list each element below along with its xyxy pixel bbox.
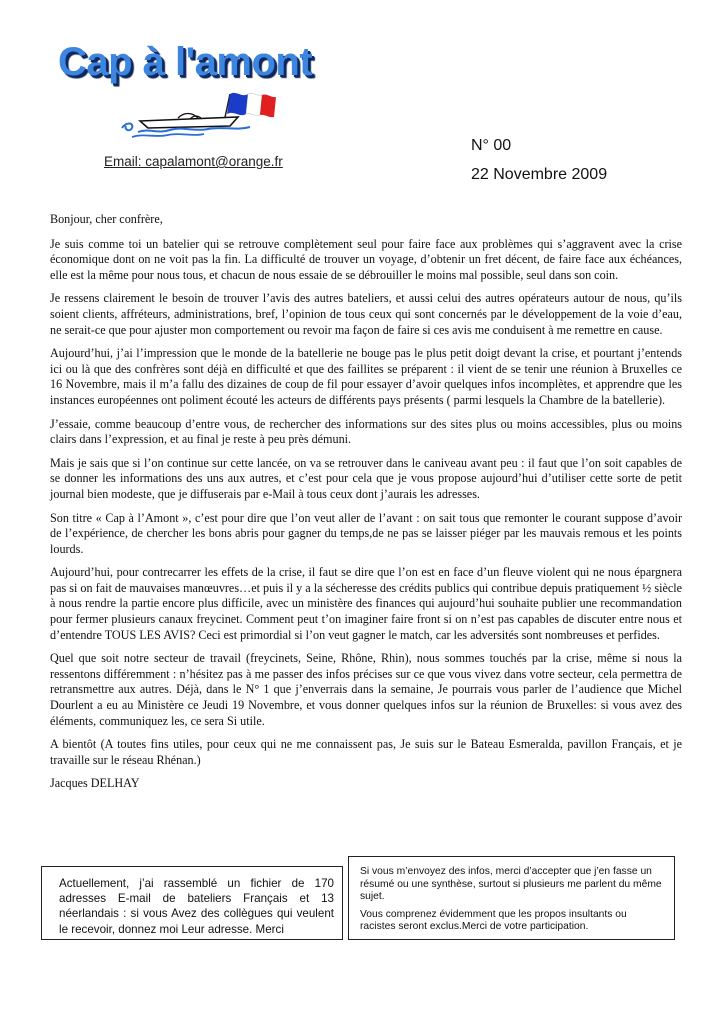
letter-paragraph: Son titre « Cap à l’Amont », c’est pour dire que l’on veut aller de l’avant : on sait tous que remonter le courant suppose d’avoir de l’expérience, de chercher les bons abris pour gagner du temps,de ne pas se laisser piéger par les mauvais remous et les points lourds. <box>50 510 682 556</box>
letter-paragraph: A bientôt (A toutes fins utiles, pour ceux qui ne me connaissent pas, Je suis sur le Bateau Esmeralda, pavillon Français, et je travaille sur le réseau Rhénan.) <box>50 737 682 767</box>
letter-body <box>50 212 682 800</box>
mailing-list-notice-box <box>41 866 343 940</box>
mailing-list-notice-text: Actuellement, j’ai rassemblé un fichier de 170 adresses E-mail de bateliers Français et 13 néerlandais : si vous Avez des collègues qui veulent le recevoir, donnez moi Leur adresse. Merci <box>59 877 334 936</box>
contribution-policy-box <box>348 856 675 940</box>
contact-email-link[interactable]: Email: capalamont@orange.fr <box>104 154 283 169</box>
issue-number: N° 00 <box>471 137 512 154</box>
letter-signature: Jacques DELHAY <box>50 776 140 791</box>
letter-paragraph: Je ressens clairement le besoin de trouver l’avis des autres bateliers, et aussi celui des autres opérateurs autour de nous, qu’ils soient clients, affréteurs, administrations, bref, l’opinion de tous ceux qui sont concernés par le développement de la voie d’eau, ne serait-ce que pour ajuster mon comportement ou revoir ma façon de faire si ces avis me conduisent à me remettre en cause. <box>50 291 682 337</box>
letter-greeting: Bonjour, cher confrère, <box>50 212 163 226</box>
boat-with-french-flag-icon <box>118 88 278 140</box>
moderation-policy-text: Vous comprenez évidemment que les propos insultants ou racistes seront exclus.Merci de votre participation. <box>360 908 627 933</box>
issue-date: 22 Novembre 2009 <box>471 166 608 183</box>
letter-paragraph: Quel que soit notre secteur de travail (freycinets, Seine, Rhône, Rhin), nous sommes touchés par la crise, même si nous la ressentons différemment : n’hésitez pas à me passer des infos précises sur ce que vous vivez dans votre secteur, cela permettra de retransmettre aux autres. Déjà, dans le N° 1 que j’enverrais dans la semaine, Je pourrais vous parler de l’audience que Michel Dourlent a eu au Ministère ce Jeudi 19 Novembre, et vous donner quelques infos sur la réunion de Bruxelles: si vous avez des éléments, communiquez les, ce sera Si utile. <box>50 651 682 728</box>
contribution-policy-text: Si vous m’envoyez des infos, merci d’accepter que j’en fasse un résumé ou une synthèse, surtout si plusieurs me parlent du même sujet. <box>360 866 662 903</box>
letter-paragraph: Aujourd’hui, j’ai l’impression que le monde de la batellerie ne bouge pas le plus petit doigt devant la crise, et pourtant j’entends ici ou là que des confrères sont déjà en difficulté et que des faillites se préparent : il vient de se tenir une réunion à Bruxelles ce 16 Novembre, mais il m’a fallu des dizaines de coup de fil pour essayer d’avoir quelques infos incomplètes, et apprendre que les instances européennes ont poliment écouté les acteurs de différents pays présents ( parmi lesquels la Chambre de la batellerie). <box>50 346 682 407</box>
newsletter-title: Cap à l'amont <box>58 40 313 84</box>
letter-paragraph: Je suis comme toi un batelier qui se retrouve complètement seul pour faire face aux problèmes qui s’aggravent avec la crise économique dont on ne voit pas la fin. La difficulté de trouver un voyage, d’obtenir un fret décent, de faire face aux échéances, elle est la même pour nous tous, et chacun de nous essaie de se débrouiller le moins mal possible, seul dans son coin. <box>50 236 682 282</box>
letter-paragraph: Mais je sais que si l’on continue sur cette lancée, on va se retrouver dans le caniveau avant peu : il faut que l’on soit capables de se donner les informations des uns aux autres, et c’est pour cela que je vous propose aujourd’hui d’utiliser cette sorte de petit journal bien modeste, que je diffuserais par e-Mail à tous ceux dont j’aurais les adresses. <box>50 455 682 501</box>
letter-paragraph: J’essaie, comme beaucoup d’entre vous, de rechercher des informations sur des sites plus ou moins accessibles, plus ou moins clairs dans l’expression, et au final je reste à peu près démuni. <box>50 416 682 447</box>
letter-paragraph: Aujourd’hui, pour contrecarrer les effets de la crise, il faut se dire que l’on est en face d’un fleuve violent qui ne nous épargnera pas si on fait de mauvaises manœuvres…et puis il y a la sécheresse des crédits publics qui contribue depuis pratiquement ½ siècle à nous rendre la partie encore plus difficile, avec un ministère des finances qui aujourd’hui souhaite publier une recommandation pour fermer plusieurs canaux freycinet. Comment peut t’on imaginer faire front si on n’est pas capables de discuter entre nous et d’entendre TOUS LES AVIS? Ceci est primordial si l’on veut gagner le match, car les adversités sont nombreuses et perfides. <box>50 565 682 642</box>
